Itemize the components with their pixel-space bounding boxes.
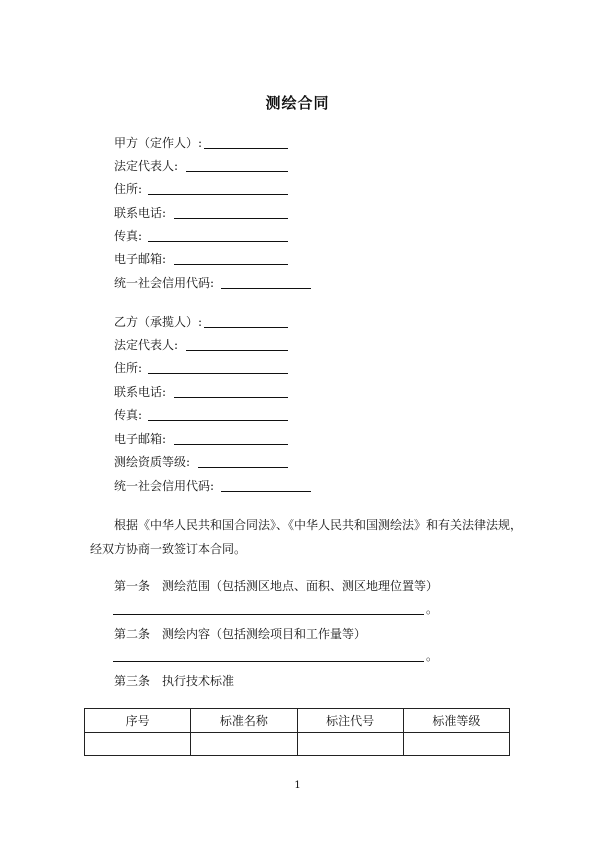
party-b-address-blank[interactable]: [148, 373, 288, 374]
party-b-phone-label: 联系电话:: [114, 385, 167, 399]
table-cell[interactable]: [191, 733, 297, 756]
party-b-name-label: 乙方（承揽人）:: [114, 315, 203, 329]
party-b-phone-blank[interactable]: [174, 397, 288, 398]
party-a-fax-blank[interactable]: [148, 241, 288, 242]
party-a-fax-label: 传真:: [114, 229, 143, 243]
article-2-blank[interactable]: [113, 661, 424, 662]
party-b-credit-code-label: 统一社会信用代码:: [114, 479, 215, 493]
party-b-qualification-label: 测绘资质等级:: [114, 455, 191, 469]
party-a-email-label: 电子邮箱:: [114, 252, 167, 266]
party-b-fax-label: 传真:: [114, 408, 143, 422]
party-b-name-blank[interactable]: [204, 327, 288, 328]
party-b-rep-blank[interactable]: [186, 350, 288, 351]
party-a-phone-blank[interactable]: [174, 218, 288, 219]
col-header-standard-level: 标准等级: [403, 709, 509, 733]
page-number: 1: [294, 780, 301, 791]
party-b-qualification-blank[interactable]: [198, 467, 288, 468]
col-header-standard-code: 标注代号: [297, 709, 403, 733]
table-cell[interactable]: [297, 733, 403, 756]
party-a-name-label: 甲方（定作人）:: [114, 136, 203, 150]
party-b-fax-blank[interactable]: [148, 420, 288, 421]
party-a-phone-label: 联系电话:: [114, 206, 167, 220]
preamble-line-1: 根据《中华人民共和国合同法》、《中华人民共和国测绘法》和有关法律法规，: [114, 518, 523, 532]
article-3-heading: 第三条 执行技术标准: [114, 674, 235, 688]
party-b-email-label: 电子邮箱:: [114, 432, 167, 446]
party-a-address-label: 住所:: [114, 182, 143, 196]
party-a-credit-code-blank[interactable]: [221, 288, 311, 289]
col-header-index: 序号: [85, 709, 191, 733]
table-cell[interactable]: [403, 733, 509, 756]
article-2-heading: 第二条 测绘内容（包括测绘项目和工作量等）: [114, 627, 367, 641]
article-1-blank[interactable]: [113, 614, 424, 615]
article-1-end-mark: 。: [426, 602, 439, 616]
standards-table: [84, 708, 510, 756]
article-1-heading: 第一条 测绘范围（包括测区地点、面积、测区地理位置等）: [114, 579, 439, 593]
party-a-rep-blank[interactable]: [186, 171, 288, 172]
table-header-row: [85, 709, 510, 733]
party-a-rep-label: 法定代表人:: [114, 159, 179, 173]
article-2-end-mark: 。: [426, 649, 439, 663]
party-a-address-blank[interactable]: [148, 194, 288, 195]
party-b-rep-label: 法定代表人:: [114, 338, 179, 352]
col-header-standard-name: 标准名称: [191, 709, 297, 733]
party-b-email-blank[interactable]: [174, 444, 288, 445]
party-b-credit-code-blank[interactable]: [221, 491, 311, 492]
preamble-line-2: 经双方协商一致签订本合同。: [90, 542, 247, 556]
party-a-email-blank[interactable]: [174, 264, 288, 265]
party-b-address-label: 住所:: [114, 361, 143, 375]
document-title: 测绘合同: [265, 94, 330, 112]
party-a-name-blank[interactable]: [204, 148, 288, 149]
table-row: [85, 733, 510, 756]
table-cell[interactable]: [85, 733, 191, 756]
party-a-credit-code-label: 统一社会信用代码:: [114, 276, 215, 290]
